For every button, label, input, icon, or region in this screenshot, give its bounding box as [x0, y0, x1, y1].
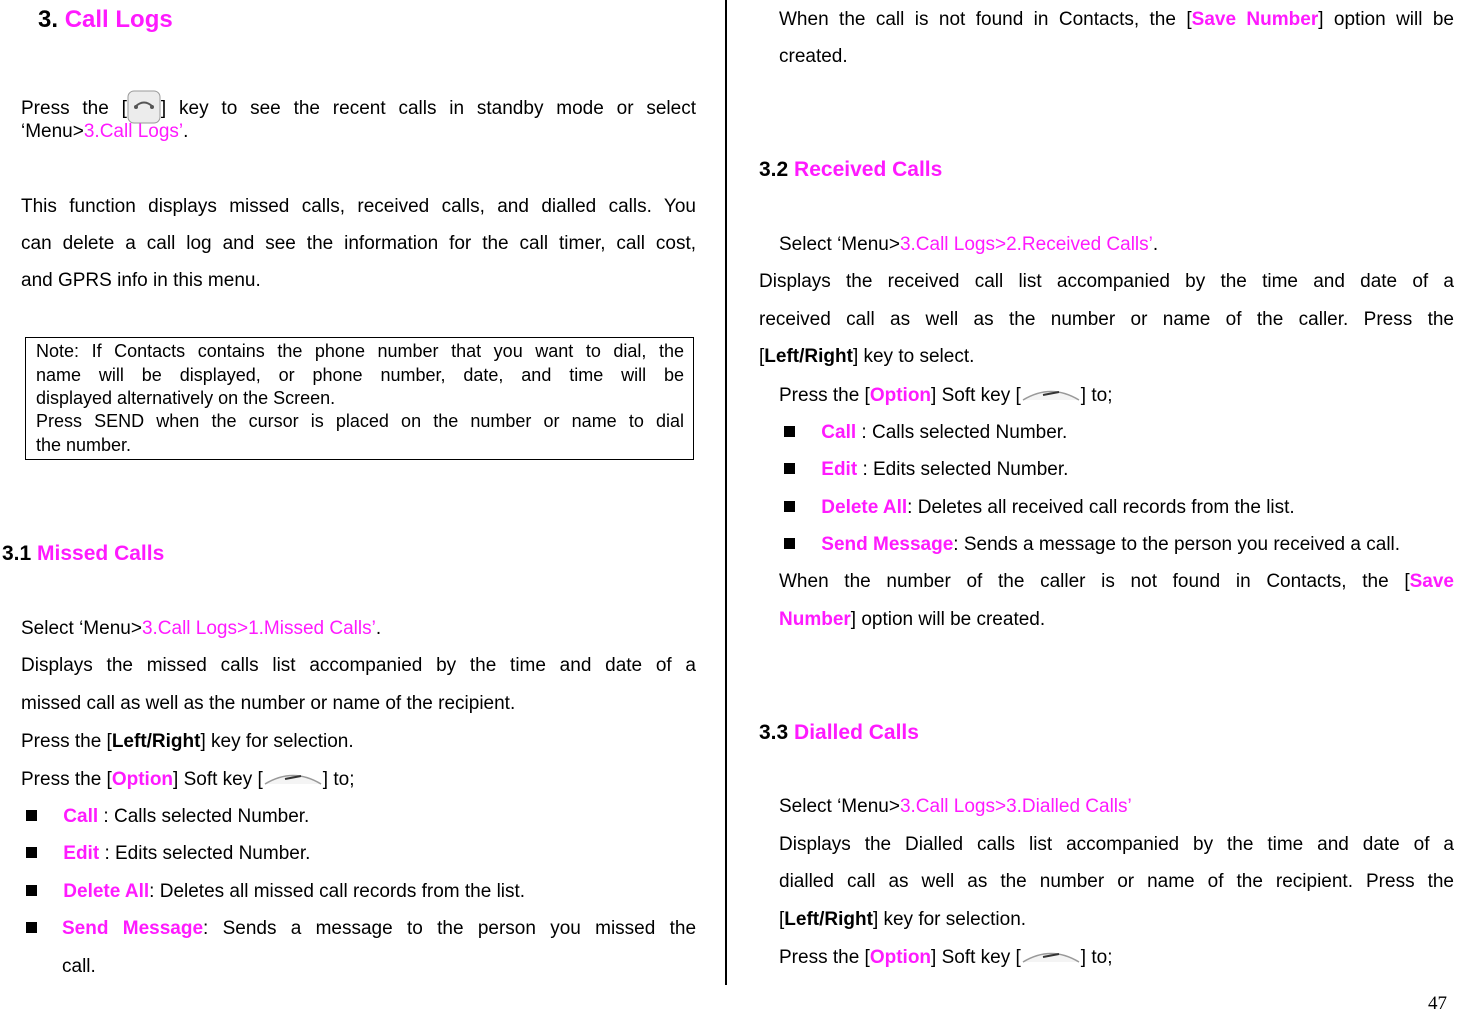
- bullet-square-icon: [784, 426, 795, 437]
- received-option-item: [784, 460, 1068, 479]
- soft-key-icon: [1021, 385, 1081, 407]
- intro-line-2: [21, 122, 188, 141]
- column-divider: [725, 0, 727, 985]
- body-text: [: [759, 346, 765, 367]
- menu-path: 3.Call Logs’: [83, 121, 184, 142]
- received-select-line: [779, 235, 1158, 254]
- body-text: Press the [: [779, 947, 870, 969]
- body-text: ] Soft key [: [931, 385, 1021, 407]
- body-text: .: [1152, 234, 1159, 255]
- body-text: [: [779, 909, 785, 930]
- body-text: When the call is not found in Contacts, the [: [779, 9, 1192, 30]
- missed-desc-2: missed call as well as the number or name of the recipient.: [21, 693, 516, 714]
- note-line: the number.: [36, 435, 132, 455]
- save-number-line-1: [779, 10, 1454, 29]
- note-line: displayed alternatively on the Screen.: [36, 388, 336, 408]
- bullet-square-icon: [26, 885, 37, 896]
- body-text: Press the [: [21, 769, 112, 791]
- option-name: Call: [63, 806, 99, 827]
- bullet-square-icon: [784, 501, 795, 512]
- option-label: Option: [111, 769, 174, 791]
- dialled-desc-3: [779, 910, 1026, 929]
- menu-path: 3.Call Logs>2.Received Calls’: [899, 234, 1153, 255]
- bullet-square-icon: [784, 538, 795, 549]
- received-desc-3: [759, 347, 974, 366]
- body-text: Select ‘Menu>: [779, 234, 900, 255]
- key-name: Left/Right: [784, 909, 873, 930]
- missed-option-item: [26, 882, 525, 901]
- body-text: Select ‘Menu>: [779, 796, 900, 817]
- body-text: Press the [: [21, 731, 112, 752]
- desc-line-2: can delete a call log and see the information for the call timer, call cost,: [21, 233, 696, 254]
- soft-key-icon: [263, 769, 323, 791]
- heading-title: Call Logs: [64, 6, 173, 33]
- missed-select-line: [21, 619, 381, 638]
- key-name: Left/Right: [111, 731, 201, 752]
- heading-number: 3.2: [759, 158, 789, 181]
- body-text: ] key for selection.: [872, 909, 1027, 930]
- intro-text: ] key to see the recent calls in standby mode or select: [160, 98, 696, 120]
- bullet-square-icon: [784, 463, 795, 474]
- body-text: .: [375, 618, 382, 639]
- option-name: Save: [1409, 571, 1454, 592]
- option-name: Delete All: [63, 881, 150, 902]
- body-text: ] to;: [1080, 947, 1113, 969]
- note-line: Press SEND when the cursor is placed on the number or name to dial: [36, 411, 684, 431]
- option-name: Save Number: [1191, 9, 1319, 30]
- menu-path: 3.Call Logs>1.Missed Calls’: [141, 618, 376, 639]
- option-desc: : Calls selected Number.: [98, 806, 310, 827]
- note-line: name will be displayed, or phone number, date, and time will be: [36, 365, 684, 385]
- option-desc: : Deletes all missed call records from the list.: [149, 881, 526, 902]
- save-number-line-2: created.: [779, 46, 848, 67]
- body-text: ] key to select.: [852, 346, 975, 367]
- body-text: ] key for selection.: [200, 731, 354, 752]
- option-label: Option: [869, 947, 932, 969]
- dialled-select-line: [779, 797, 1132, 816]
- body-text: ] Soft key [: [173, 769, 263, 791]
- option-name: Send Message: [821, 534, 954, 555]
- dialled-desc-2: dialled call as well as the number or name of the recipient. Press the: [779, 871, 1454, 892]
- body-text: ] option will be: [1318, 9, 1455, 30]
- missed-press-line-1: [21, 732, 354, 751]
- section-heading-received-calls: [759, 159, 942, 180]
- missed-option-item: [26, 919, 37, 938]
- key-name: Left/Right: [764, 346, 853, 367]
- option-desc: : Deletes all received call records from the list.: [907, 497, 1295, 518]
- section-heading-missed-calls: [2, 543, 164, 564]
- option-desc: : Edits selected Number.: [857, 459, 1069, 480]
- option-desc: : Sends a message to the person you received a call.: [953, 534, 1401, 555]
- missed-option-continuation: call.: [62, 956, 96, 977]
- page-number: 47: [1428, 993, 1447, 1012]
- body-text: Press the [: [779, 385, 870, 407]
- option-desc: : Edits selected Number.: [99, 843, 311, 864]
- option-name: Delete All: [821, 497, 908, 518]
- bullet-square-icon: [26, 810, 37, 821]
- received-save-line-2: [779, 610, 1045, 629]
- heading-title: Dialled Calls: [794, 721, 919, 744]
- option-name: Edit: [821, 459, 858, 480]
- received-press-line: [779, 385, 1112, 407]
- body-text: ] option will be created.: [850, 609, 1046, 630]
- received-desc-1: Displays the received call list accompanied by the time and date of a: [759, 271, 1454, 292]
- option-name: Edit: [63, 843, 100, 864]
- option-desc: : Calls selected Number.: [856, 422, 1068, 443]
- option-name: Send Message: [62, 918, 204, 939]
- intro-text: Press the [: [21, 98, 127, 120]
- soft-key-icon: [1021, 947, 1081, 969]
- bullet-square-icon: [26, 922, 37, 933]
- body-text: ] to;: [322, 769, 355, 791]
- missed-option-item: [26, 807, 309, 826]
- option-name: Call: [821, 422, 857, 443]
- heading-title: Missed Calls: [37, 542, 165, 565]
- desc-line-3: and GPRS info in this menu.: [21, 270, 261, 291]
- bullet-square-icon: [26, 847, 37, 858]
- body-text: ] Soft key [: [931, 947, 1021, 969]
- body-text: When the number of the caller is not found in Contacts, the [: [779, 571, 1410, 592]
- heading-number: 3.: [38, 6, 59, 33]
- section-heading-dialled-calls: [759, 722, 919, 743]
- section-heading-call-logs: [38, 8, 173, 32]
- heading-title: Received Calls: [794, 158, 943, 181]
- heading-number: 3.1: [2, 542, 32, 565]
- note-box: [25, 337, 694, 460]
- intro-text: .: [183, 121, 189, 142]
- heading-number: 3.3: [759, 721, 789, 744]
- dialled-press-line: [779, 947, 1112, 969]
- missed-press-line-2: [21, 769, 354, 791]
- missed-desc-1: Displays the missed calls list accompanied by the time and date of a: [21, 655, 696, 676]
- received-option-item: [784, 535, 1400, 554]
- desc-line-1: This function displays missed calls, received calls, and dialled calls. You: [21, 196, 696, 217]
- body-text: Select ‘Menu>: [21, 618, 142, 639]
- option-label: Option: [869, 385, 932, 407]
- intro-text: ‘Menu>: [21, 121, 84, 142]
- received-desc-2: received call as well as the number or name of the caller. Press the: [759, 309, 1454, 330]
- note-line: Note: If Contacts contains the phone number that you want to dial, the: [36, 341, 684, 361]
- missed-option-item-text: [62, 919, 696, 938]
- menu-path: 3.Call Logs>3.Dialled Calls’: [899, 796, 1132, 817]
- missed-option-item: [26, 844, 310, 863]
- option-desc: : Sends a message to the person you missed the: [203, 918, 697, 939]
- option-name: Number: [779, 609, 851, 630]
- received-option-item: [784, 498, 1295, 517]
- received-save-line-1: [779, 572, 1454, 591]
- body-text: ] to;: [1080, 385, 1113, 407]
- dialled-desc-1: Displays the Dialled calls list accompanied by the time and date of a: [779, 834, 1454, 855]
- received-option-item: [784, 423, 1067, 442]
